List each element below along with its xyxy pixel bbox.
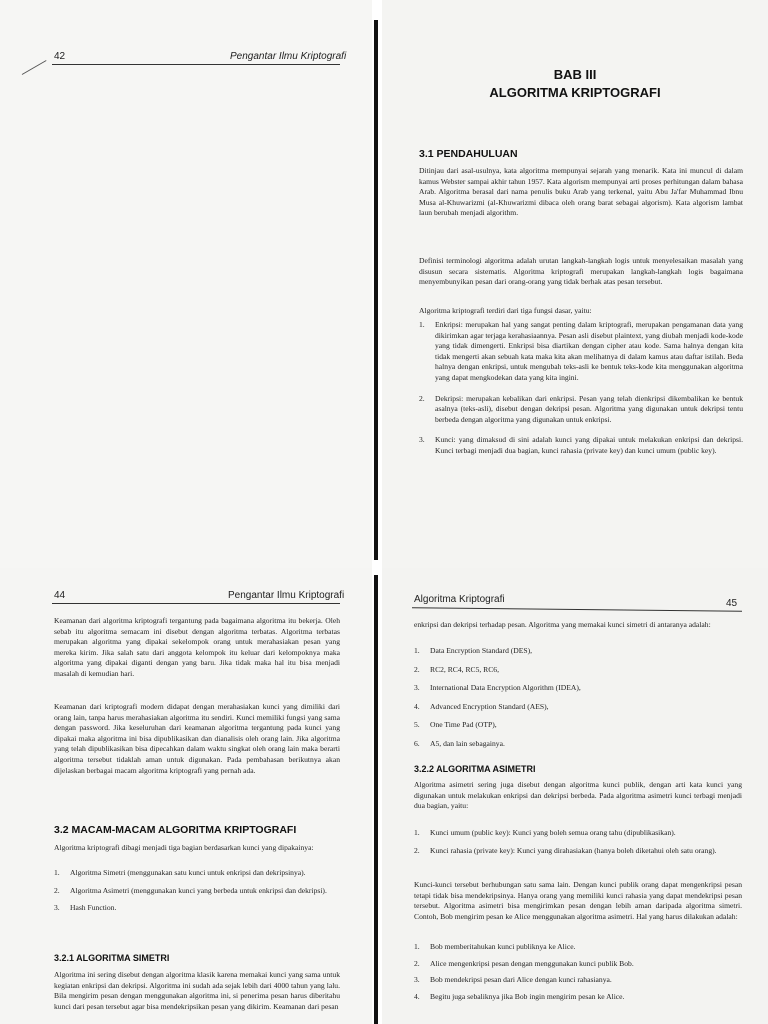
list-item: 2. Dekripsi: merupakan kebalikan dari enkripsi. Pesan yang telah dienkripsi dikembalikan ke bentuk asalnya (teks-asli), disebut dengan dekripsi pesan. Algoritma yang digunakan untuk dekripsi tentu berbeda dengan algoritma yang digunakan untuk enkripsi. xyxy=(419,393,743,424)
paragraph: enkripsi dan dekripsi terhadap pesan. Algoritma yang memakai kunci simetri di antaranya adalah: xyxy=(414,620,711,629)
center-gutter xyxy=(374,20,378,560)
paragraph: Keamanan dari kriptografi modern didapat dengan merahasiakan kunci yang dimiliki dari orang lain, tanpa harus merahasiakan algoritma itu sendiri. Kunci memiliki fungsi yang sama dengan password. Jika keseluruhan dari keamanan algoritma tergantung pada kunci yang dipakai maka algoritma ini bisa dipublikasikan dan dianalisis oleh orang lain. Jika algoritma yang telah dipublikasikan bisa dipecahkan dalam waktu singkat oleh orang lain maka berarti algoritma tersebut tidaklah aman untuk digunakan. Pada pembahasan berikutnya akan dijelaskan berbagai macam algoritma kriptografi yang pernah ada. xyxy=(54,702,340,775)
paragraph: Definisi terminologi algoritma adalah urutan langkah-langkah logis untuk menyelesaikan masalah yang disusun secara sistematis. Algoritma kriptografi merupakan langkah-langkah logis bagaimana menyembunyikan pesan dari orang-orang yang tidak berhak atas pesan tersebut. xyxy=(419,256,743,287)
running-title: Algoritma Kriptografi xyxy=(414,594,505,605)
page-number: 44 xyxy=(54,590,66,601)
running-title: Pengantar Ilmu Kriptografi xyxy=(230,51,347,62)
header-rule xyxy=(52,64,340,65)
list-item: 1. Enkripsi: merupakan hal yang sangat penting dalam kriptografi, merupakan pengamanan data yang dikirimkan agar terjaga kerahasiaannya. Pesan asli disebut plaintext, yang diubah menjadi kode-kode yang tidak dimengerti. Enkripsi bisa diartikan dengan cipher atau kode. Sama halnya dengan kita tidak mengerti akan sebuah kata maka kita akan melihatnya di dalam kamus atau daftar istilah. Beda halnya dengan enkripsi, untuk mengubah teks-asli ke bentuk teks-kode kita menggunakan algoritma yang dapat mengkodekan data yang kita ingini. xyxy=(419,320,743,382)
function-list xyxy=(419,320,743,464)
paragraph: Algoritma kriptografi dibagi menjadi tiga bagian berdasarkan kunci yang dipakainya: xyxy=(54,843,314,852)
paragraph: Keamanan dari algoritma kriptografi tergantung pada bagaimana algoritma itu bekerja. Oleh sebab itu algoritma semacam ini disebut dengan algoritma terbatas. Algoritma terbatas merupakan algoritma yang dipakai sekelompok orang untuk merahasiakan pesan yang mereka kirim. Jika salah satu dari anggota kelompok itu keluar dari kelompoknya maka algoritma yang dipakai diganti dengan yang baru. Jika tidak maka hal itu bisa menjadi masalah di kemudian hari. xyxy=(54,616,340,678)
subsection-heading: 3.2.2 ALGORITMA ASIMETRI xyxy=(414,764,536,774)
paragraph: Algoritma ini sering disebut dengan algoritma klasik karena memakai kunci yang sama untuk kegiatan enkripsi dan dekripsi. Algoritma ini sudah ada sejak lebih dari 4000 tahun yang lalu. Bila mengirim pesan dengan menggunakan algoritma ini, si penerima pesan harus diberitahu kunci dari pesan tersebut agar bisa mendekripsikan pesan yang dikirim. Keamanan dari pesan xyxy=(54,970,340,1011)
page-45 xyxy=(382,568,768,1024)
page-42 xyxy=(0,0,372,568)
list-item: 4. Begitu juga sebaliknya jika Bob ingin mengirim pesan ke Alice. xyxy=(414,991,625,1001)
list-item: 2. Alice mengenkripsi pesan dengan menggunakan kunci publik Bob. xyxy=(414,958,634,968)
list-item: 2. Algoritma Asimetri (menggunakan kunci yang berbeda untuk enkripsi dan dekripsi). xyxy=(54,885,327,895)
section-heading: 3.1 PENDAHULUAN xyxy=(419,148,518,160)
section-heading: 3.2 MACAM-MACAM ALGORITMA KRIPTOGRAFI xyxy=(54,824,297,836)
chapter-title: ALGORITMA KRIPTOGRAFI xyxy=(489,85,661,100)
paragraph: Kunci-kunci tersebut berhubungan satu sama lain. Dengan kunci publik orang dapat mengenkripsi pesan tetapi tidak bisa mendekripsinya. Hanya orang yang memiliki kunci rahasia yang dapat mendekripsi pesan tersebut. Algoritma asimetri bisa mengirimkan pesan dengan lebih aman daripada algoritma simetri. Contoh, Bob mengirim pesan ke Alice menggunakan algoritma asimetri. Hal yang harus dilakukan adalah: xyxy=(414,880,742,921)
algorithm-type-list xyxy=(54,868,340,921)
page-44 xyxy=(0,568,372,1024)
list-item: 1. Algoritma Simetri (menggunakan satu kunci untuk enkripsi dan dekripsinya). xyxy=(54,868,306,877)
asymmetric-key-list xyxy=(414,828,742,863)
list-item: 2. Kunci rahasia (private key): Kunci yang dirahasiakan (hanya boleh diketahui oleh satu orang). xyxy=(414,845,717,855)
chapter-label: BAB III xyxy=(553,67,597,82)
list-item: 3. Kunci: yang dimaksud di sini adalah kunci yang dipakai untuk melakukan enkripsi dan dekripsi. Kunci terbagi menjadi dua bagian, kunci rahasia (private key) dan kunci umum (public key). xyxy=(419,435,743,455)
list-item: 3. International Data Encryption Algorithm (IDEA), xyxy=(414,683,581,693)
list-item: 2. RC2, RC4, RC5, RC6, xyxy=(414,664,499,674)
list-item: 5. One Time Pad (OTP), xyxy=(414,720,497,730)
page-number: 45 xyxy=(726,598,738,609)
header-rule xyxy=(52,603,340,604)
header-rule xyxy=(412,607,742,611)
margin-mark xyxy=(22,60,47,75)
list-item: 1. Kunci umum (public key): Kunci yang boleh semua orang tahu (dipublikasikan). xyxy=(414,828,676,837)
paragraph: Ditinjau dari asal-usulnya, kata algoritma mempunyai sejarah yang menarik. Kata ini muncul di dalam kamus Webster sampai akhir tahun 1957. Kata algorism mempunyai arti proses perhitungan dalam bahasa Arab. Algoritma berasal dari nama penulis buku Arab yang terkenal, yaitu Abu Ja'far Muhammad Ibnu Musa al-Khuwarizmi (al-Khuwarizmi dibaca oleh orang barat sebagai algorism). Kata algorism lambat laun berubah menjadi algorithm. xyxy=(419,166,743,218)
subsection-heading: 3.2.1 ALGORITMA SIMETRI xyxy=(54,953,170,963)
list-item: 1. Bob memberitahukan kunci publiknya ke Alice. xyxy=(414,942,576,951)
list-item: 4. Advanced Encryption Standard (AES), xyxy=(414,701,549,711)
list-item: 1. Data Encryption Standard (DES), xyxy=(414,646,533,655)
symmetric-algorithm-list xyxy=(414,646,742,758)
page-number: 42 xyxy=(54,51,66,62)
list-item: 6. A5, dan lain sebagainya. xyxy=(414,738,505,748)
page-43 xyxy=(382,0,768,568)
running-title: Pengantar Ilmu Kriptografi xyxy=(228,590,345,601)
paragraph: Algoritma kriptografi terdiri dari tiga fungsi dasar, yaitu: xyxy=(419,306,592,315)
paragraph: Algoritma asimetri sering juga disebut dengan algoritma kunci publik, dengan arti kata kunci yang digunakan untuk melakukan enkripsi dan dekripsi berbeda. Pada algoritma asimetri kunci terbagi menjadi dua bagian, yaitu: xyxy=(414,780,742,811)
list-item: 3. Bob mendekripsi pesan dari Alice dengan kunci rahasianya. xyxy=(414,975,612,985)
list-item: 3. Hash Function. xyxy=(54,903,117,913)
center-gutter-bottom xyxy=(374,575,378,1024)
bob-alice-steps-list xyxy=(414,942,742,1008)
